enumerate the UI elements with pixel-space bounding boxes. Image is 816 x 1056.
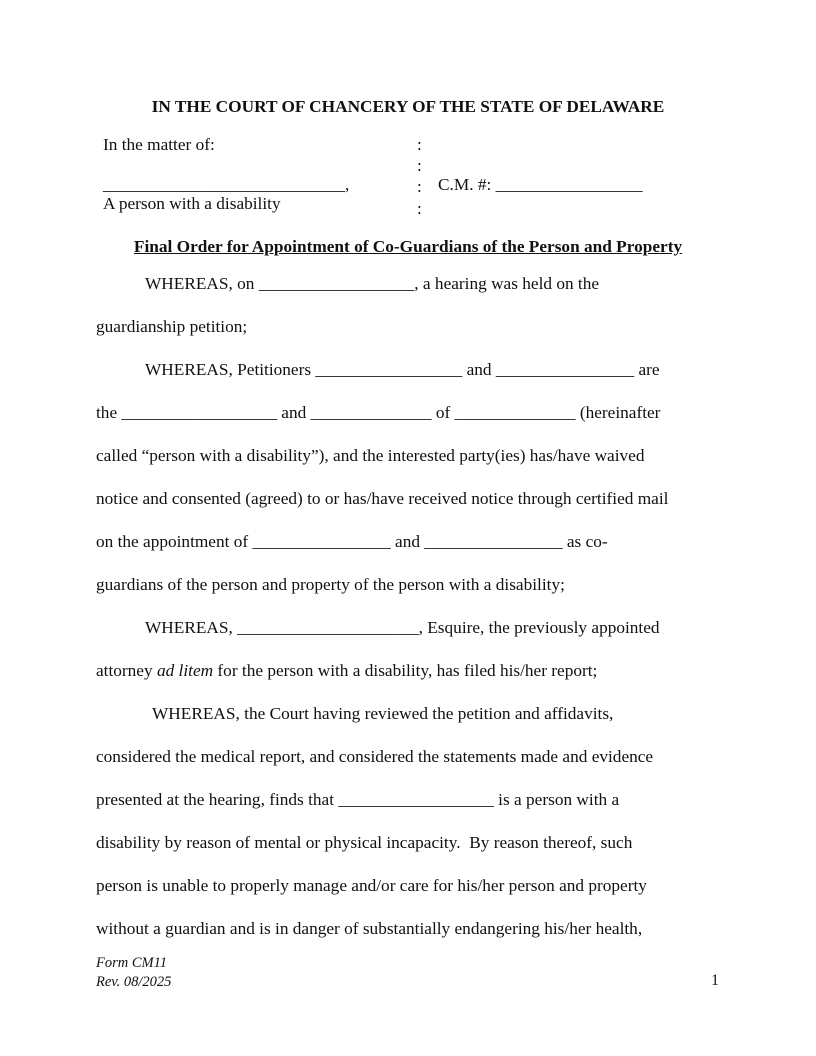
attorney-line	[96, 661, 597, 681]
body-line: without a guardian and is in danger of substantially endangering his/her health,	[96, 919, 643, 938]
body-line: called “person with a disability”), and the interested party(ies) has/have waived	[96, 446, 645, 465]
body-line: considered the medical report, and considered the statements made and evidence	[96, 747, 654, 766]
body-line: on the appointment of ________________ and ________________ as co-	[96, 532, 608, 551]
person-name-blank: ____________________________,	[103, 175, 350, 194]
attorney-text: attorney	[96, 661, 157, 680]
body-line: guardians of the person and property of the person with a disability;	[96, 575, 565, 594]
form-number: Form CM11	[96, 955, 168, 971]
body-line: notice and consented (agreed) to or has/have received notice through certified mail	[96, 489, 669, 508]
person-with-disability-label: A person with a disability	[103, 194, 281, 213]
caption-colon: :	[417, 199, 422, 218]
body-line: the __________________ and ______________ of ______________ (hereinafter	[96, 403, 661, 422]
in-matter-of-label: In the matter of:	[103, 135, 215, 154]
page-number: 1	[711, 972, 719, 989]
body-line: WHEREAS, the Court having reviewed the petition and affidavits,	[152, 704, 614, 723]
order-title: Final Order for Appointment of Co-Guardians of the Person and Property	[133, 237, 683, 256]
body-line: disability by reason of mental or physical incapacity. By reason thereof, such	[96, 833, 633, 852]
ad-litem-text: ad litem	[156, 661, 214, 680]
revision-date: Rev. 08/2025	[96, 974, 172, 990]
body-line: person is unable to properly manage and/or care for his/her person and property	[96, 876, 647, 895]
body-line: WHEREAS, _____________________, Esquire, the previously appointed	[145, 618, 660, 637]
caption-colon: :	[417, 135, 422, 154]
body-line: presented at the hearing, finds that __________________ is a person with a	[96, 790, 620, 809]
caption-colon: :	[417, 177, 422, 196]
body-line: WHEREAS, Petitioners _________________ and ________________ are	[145, 360, 660, 379]
cm-number-field: C.M. #: _________________	[438, 175, 643, 194]
attorney-text-rest: for the person with a disability, has filed his/her report;	[213, 661, 598, 680]
body-line: WHEREAS, on __________________, a hearing was held on the	[145, 274, 600, 293]
court-heading: IN THE COURT OF CHANCERY OF THE STATE OF DELAWARE	[151, 97, 665, 116]
body-line: guardianship petition;	[96, 317, 248, 336]
caption-colon: :	[417, 156, 422, 175]
